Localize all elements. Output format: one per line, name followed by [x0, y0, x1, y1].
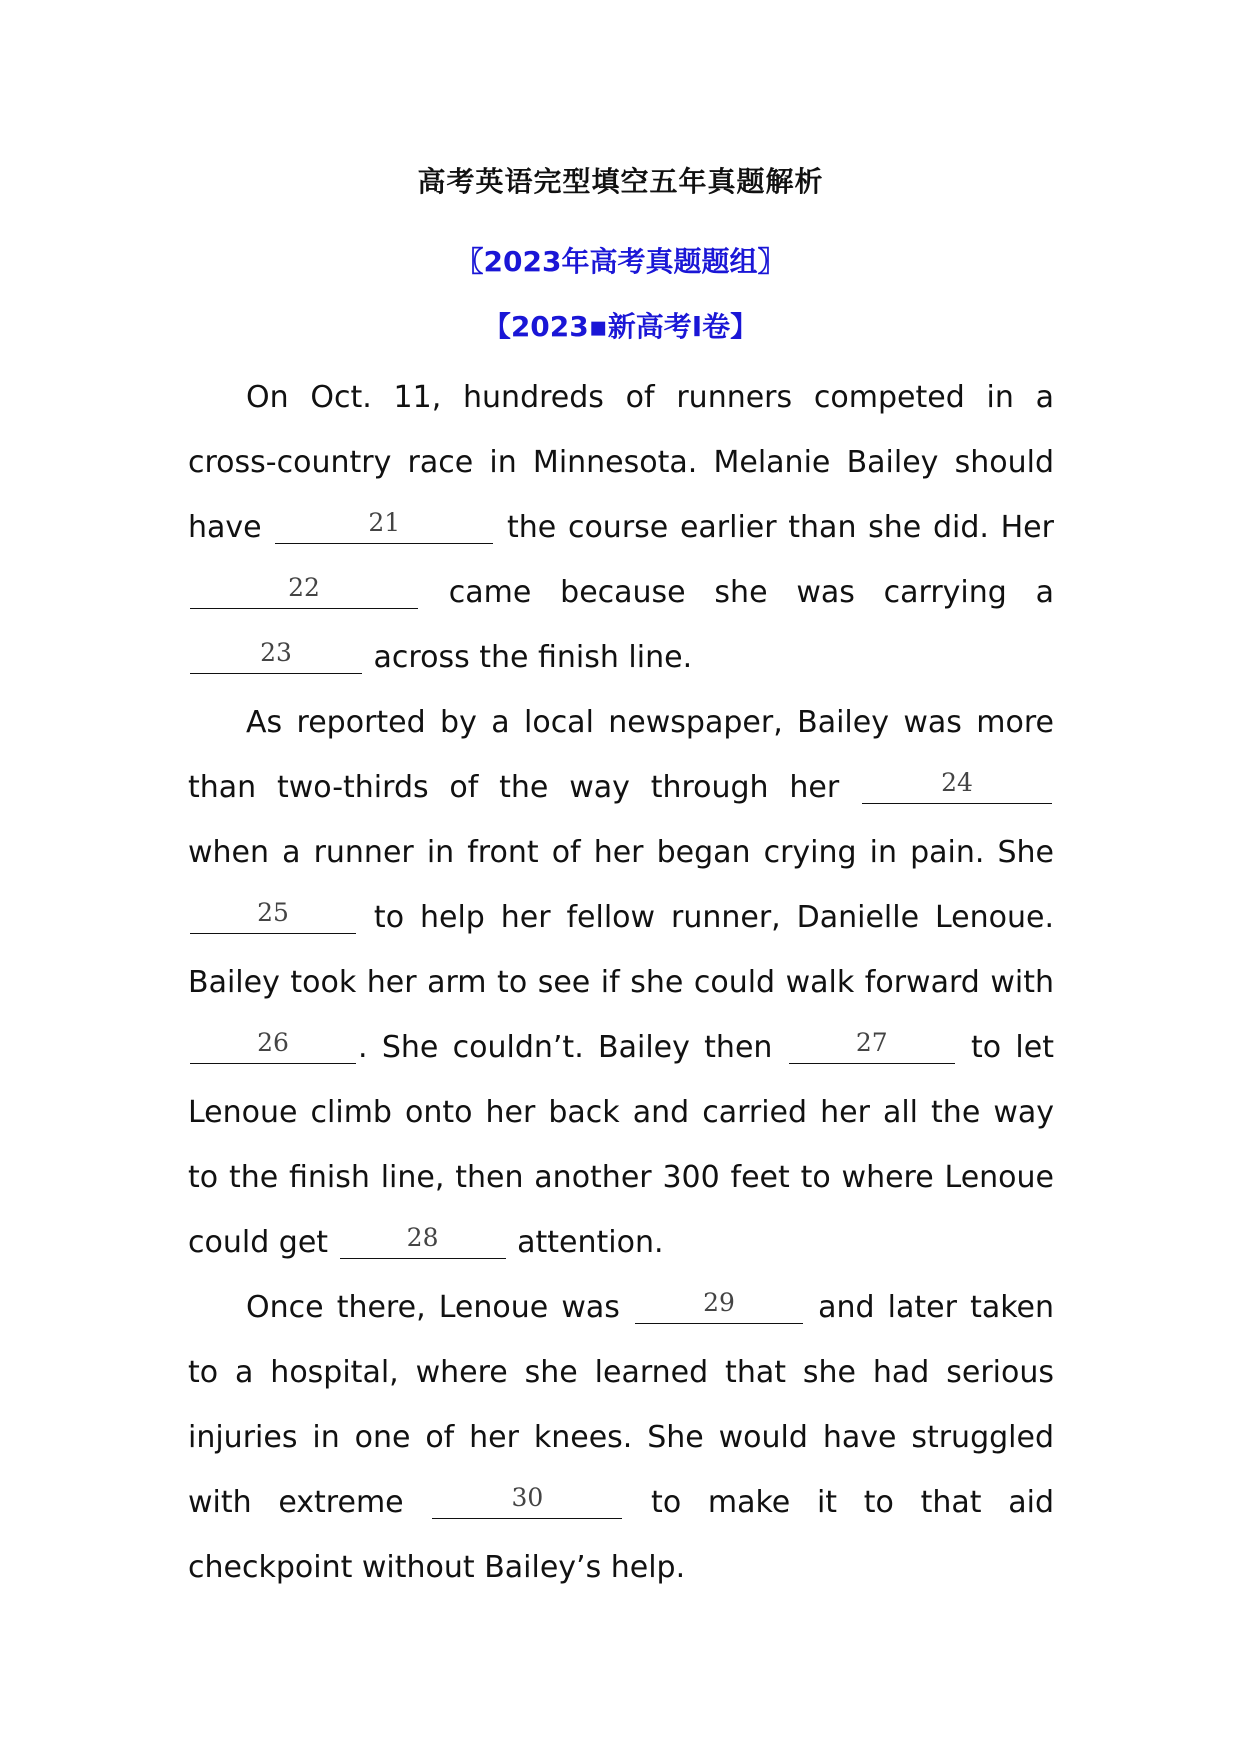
paragraph-2 — [188, 690, 1054, 1275]
passage — [188, 365, 1054, 1600]
blank-21 — [275, 508, 493, 544]
blank-number: 29 — [703, 1288, 735, 1317]
blank-number: 24 — [941, 768, 973, 797]
text-segment: As reported by a local newspaper, Bailey was more than two-thirds of the way through her — [188, 705, 1054, 805]
paragraph-3 — [188, 1275, 1054, 1600]
blank-24 — [862, 768, 1052, 804]
blank-30 — [432, 1483, 622, 1519]
document-title: 高考英语完型填空五年真题解析 — [417, 165, 824, 198]
blank-number: 22 — [288, 573, 320, 602]
blank-number: 26 — [257, 1028, 289, 1057]
text-segment: when a runner in front of her began crying in pain. She — [188, 835, 1054, 870]
text-segment: attention. — [507, 1225, 664, 1260]
blank-28 — [340, 1223, 506, 1259]
blank-25 — [190, 898, 356, 934]
text-segment: to help her fellow runner, Danielle Lenoue. Bailey took her arm to see if she could walk forward with — [188, 900, 1054, 1000]
blank-number: 30 — [511, 1483, 544, 1512]
blank-number: 21 — [368, 508, 401, 537]
text-segment: and later taken to a hospital, where she learned that she had serious injuries in one of her knees. She would have struggled with extreme — [188, 1290, 1054, 1520]
text-segment: the course earlier than she did. Her — [495, 510, 1054, 545]
text-segment: to let Lenoue climb onto her back and carried her all the way to the finish line, then another 300 feet to where Lenoue could get — [188, 1030, 1054, 1260]
blank-22 — [190, 573, 418, 609]
paper-heading: 【2023▪新高考Ⅰ卷】 — [482, 310, 759, 343]
text-segment: Once there, Lenoue was — [246, 1290, 633, 1325]
blank-27 — [789, 1028, 955, 1064]
blank-26 — [190, 1028, 356, 1064]
blank-number: 23 — [260, 638, 292, 667]
text-segment: across the finish line. — [364, 640, 693, 675]
blank-29 — [635, 1288, 803, 1324]
blank-number: 27 — [855, 1028, 888, 1057]
blank-number: 25 — [257, 898, 289, 927]
text-segment: . She couldn’t. Bailey then — [358, 1030, 787, 1065]
blank-23 — [190, 638, 362, 674]
blank-number: 28 — [406, 1223, 439, 1252]
text-segment: On Oct. 11, hundreds of runners competed in a cross-country race in Minnesota. Melanie Bailey should have — [188, 380, 1054, 545]
text-segment: came because she was carrying a — [420, 575, 1054, 610]
text-segment: to make it to that aid checkpoint without Bailey’s help. — [188, 1485, 1054, 1585]
paragraph-1 — [188, 365, 1054, 690]
group-heading: 〖2023年高考真题题组〗 — [455, 245, 786, 278]
